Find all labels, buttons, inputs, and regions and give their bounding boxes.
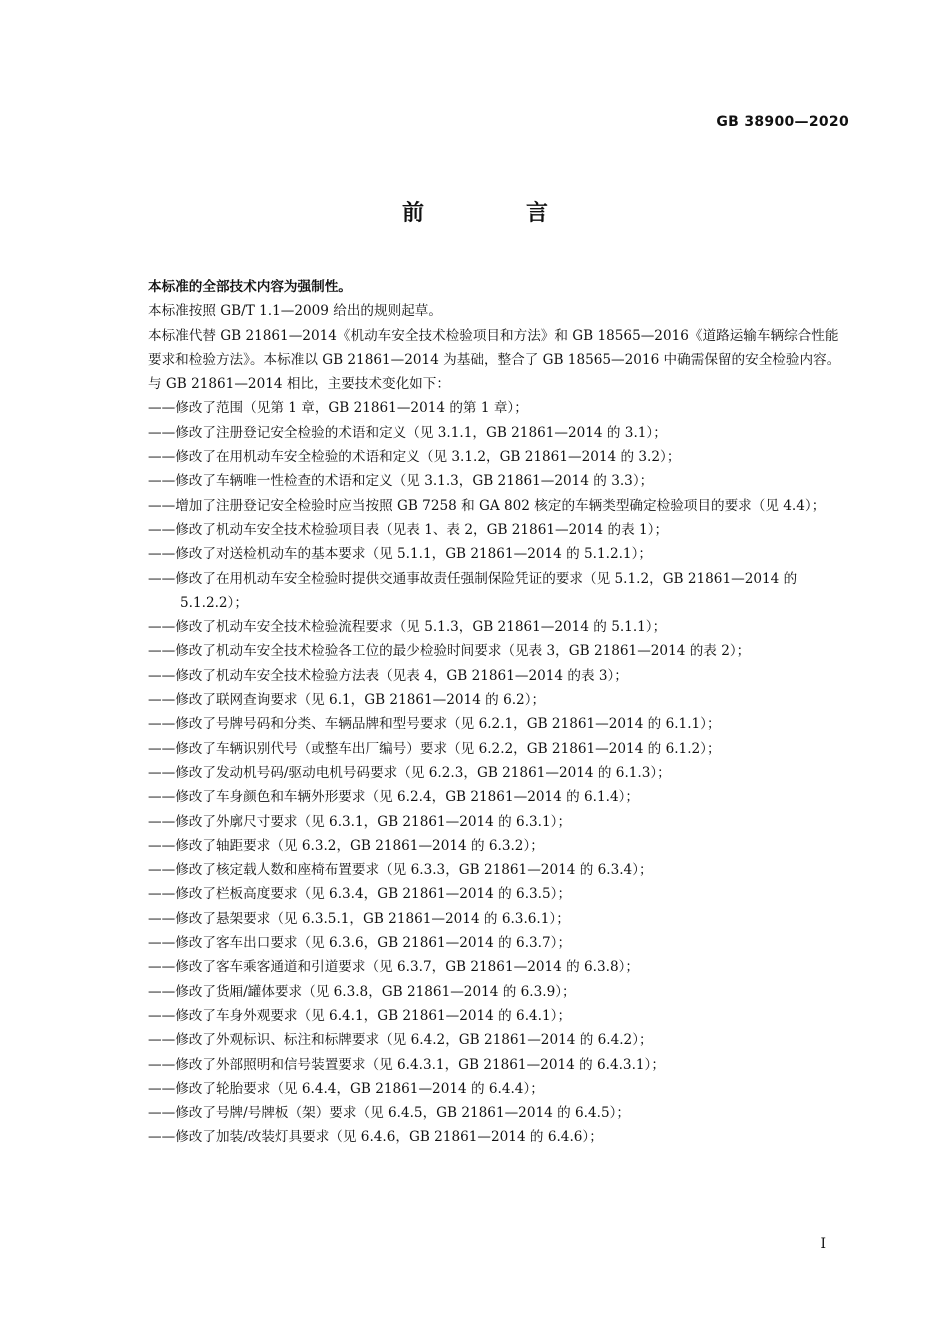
list-item: ——修改了车身颜色和车辆外形要求（见 6.2.4，GB 21861—2014 的 6.1.4）； xyxy=(148,789,640,806)
list-item: ——修改了机动车安全技术检验各工位的最少检验时间要求（见表 3，GB 21861—2014 的表 2）； xyxy=(148,643,751,660)
list-item: ——修改了在用机动车安全检验的术语和定义（见 3.1.2，GB 21861—2014 的 3.2）； xyxy=(148,449,681,466)
page-number: I xyxy=(820,1236,826,1252)
list-item: ——修改了发动机号码/驱动电机号码要求（见 6.2.3，GB 21861—2014 的 6.1.3）； xyxy=(148,764,671,781)
list-item: ——修改了客车出口要求（见 6.3.6，GB 21861—2014 的 6.3.7）； xyxy=(148,935,572,952)
list-item: ——修改了机动车安全技术检验流程要求（见 5.1.3，GB 21861—2014 的 5.1.1）； xyxy=(148,619,667,636)
page-title: 前 言 xyxy=(401,201,588,226)
list-item: ——修改了对送检机动车的基本要求（见 5.1.1，GB 21861—2014 的 5.1.2.1）； xyxy=(148,546,652,563)
list-item: ——增加了注册登记安全检验时应当按照 GB 7258 和 GA 802 核定的车辆类型确定检验项目的要求（见 4.4）； xyxy=(148,497,826,514)
list-item: ——修改了注册登记安全检验的术语和定义（见 3.1.1，GB 21861—2014 的 3.1）； xyxy=(148,424,667,441)
standard-code: GB 38900—2020 xyxy=(716,114,849,130)
paragraph-mandatory: 本标准的全部技术内容为强制性。 xyxy=(148,279,352,295)
list-item: ——修改了车辆识别代号（或整车出厂编号）要求（见 6.2.2，GB 21861—2014 的 6.1.2）； xyxy=(148,740,721,757)
list-item: ——修改了轴距要求（见 6.3.2，GB 21861—2014 的 6.3.2）； xyxy=(148,837,544,854)
paragraph-replacement: 本标准代替 GB 21861—2014《机动车安全技术检验项目和方法》和 GB 18565—2016《道路运输车辆综合性能要求和检验方法》。本标准以 GB 21861—2014 为基础，整合了 GB 18565—2016 中确需保留的安全检验内容。 xyxy=(148,327,841,368)
list-item: ——修改了货厢/罐体要求（见 6.3.8，GB 21861—2014 的 6.3.9）； xyxy=(148,983,576,1000)
list-item: ——修改了在用机动车安全检验时提供交通事故责任强制保险凭证的要求（见 5.1.2，GB 21861—2014 的 5.1.2.2）； xyxy=(148,570,798,611)
list-item: ——修改了车辆唯一性检查的术语和定义（见 3.1.3，GB 21861—2014 的 3.3）； xyxy=(148,473,654,490)
list-item: ——修改了联网查询要求（见 6.1，GB 21861—2014 的 6.2）； xyxy=(148,692,546,709)
list-item: ——修改了核定载人数和座椅布置要求（见 6.3.3，GB 21861—2014 的 6.3.4）； xyxy=(148,862,653,879)
list-item: ——修改了加装/改装灯具要求（见 6.4.6，GB 21861—2014 的 6.4.6）； xyxy=(148,1129,603,1146)
list-item: ——修改了外部照明和信号装置要求（见 6.4.3.1，GB 21861—2014 的 6.4.3.1）； xyxy=(148,1056,665,1073)
list-item: ——修改了外观标识、标注和标牌要求（见 6.4.2，GB 21861—2014 的 6.4.2）； xyxy=(148,1032,653,1049)
document-body xyxy=(148,275,850,1150)
change-list xyxy=(148,396,850,1149)
list-item: ——修改了轮胎要求（见 6.4.4，GB 21861—2014 的 6.4.4）； xyxy=(148,1080,544,1097)
paragraph-changes-intro: 与 GB 21861—2014 相比，主要技术变化如下： xyxy=(148,376,450,393)
paragraph-drafting-rule: 本标准按照 GB/T 1.1—2009 给出的规则起草。 xyxy=(148,303,442,320)
list-item: ——修改了号牌号码和分类、车辆品牌和型号要求（见 6.2.1，GB 21861—2014 的 6.1.1）； xyxy=(148,716,721,733)
list-item: ——修改了机动车安全技术检验方法表（见表 4，GB 21861—2014 的表 3）； xyxy=(148,667,628,684)
list-item: ——修改了外廓尺寸要求（见 6.3.1，GB 21861—2014 的 6.3.1）； xyxy=(148,813,572,830)
list-item: ——修改了栏板高度要求（见 6.3.4，GB 21861—2014 的 6.3.5）； xyxy=(148,886,572,903)
list-item: ——修改了号牌/号牌板（架）要求（见 6.4.5，GB 21861—2014 的 6.4.5）； xyxy=(148,1105,630,1122)
list-item: ——修改了机动车安全技术检验项目表（见表 1、表 2，GB 21861—2014 的表 1）； xyxy=(148,521,669,538)
list-item: ——修改了范围（见第 1 章，GB 21861—2014 的第 1 章）； xyxy=(148,400,528,417)
list-item: ——修改了悬架要求（见 6.3.5.1，GB 21861—2014 的 6.3.6.1）； xyxy=(148,910,570,927)
list-item: ——修改了车身外观要求（见 6.4.1，GB 21861—2014 的 6.4.1）； xyxy=(148,1007,572,1024)
list-item: ——修改了客车乘客通道和引道要求（见 6.3.7，GB 21861—2014 的 6.3.8）； xyxy=(148,959,640,976)
